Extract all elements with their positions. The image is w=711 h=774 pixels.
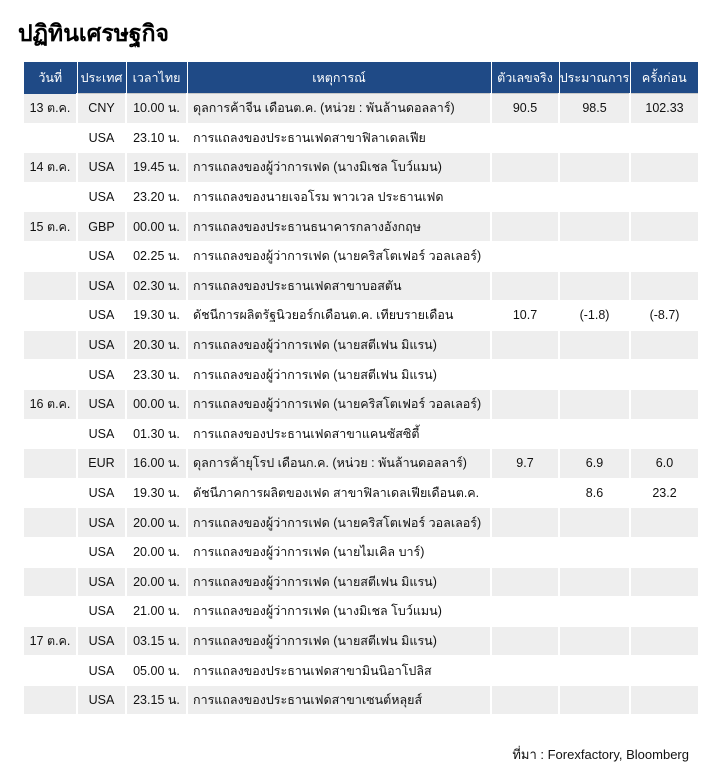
cell-actual xyxy=(491,123,559,153)
cell-forecast xyxy=(559,389,630,419)
cell-date xyxy=(24,449,77,479)
cell-actual xyxy=(491,241,559,271)
cell-previous xyxy=(630,182,698,212)
table-row xyxy=(24,567,698,597)
cell-actual xyxy=(491,478,559,508)
cell-date xyxy=(24,330,77,360)
cell-time: 20.00 น. xyxy=(126,508,187,538)
cell-previous xyxy=(630,212,698,242)
cell-country: USA xyxy=(77,567,126,597)
cell-actual xyxy=(491,656,559,686)
cell-time: 20.30 น. xyxy=(126,330,187,360)
cell-event: การแถลงของผู้ว่าการเฟด (นายสตีเฟน มิแรน) xyxy=(187,330,491,360)
economic-calendar-table xyxy=(24,62,698,715)
cell-event: การแถลงของผู้ว่าการเฟด (นายคริสโตเฟอร์ วอลเลอร์) xyxy=(187,508,491,538)
table-row xyxy=(24,241,698,271)
cell-actual: 90.5 xyxy=(491,94,559,124)
cell-forecast xyxy=(559,212,630,242)
cell-time: 19.30 น. xyxy=(126,478,187,508)
table-row xyxy=(24,478,698,508)
cell-forecast xyxy=(559,567,630,597)
table-row xyxy=(24,301,698,331)
table-row xyxy=(24,271,698,301)
cell-forecast xyxy=(559,360,630,390)
cell-forecast: 98.5 xyxy=(559,94,630,124)
cell-time: 23.20 น. xyxy=(126,182,187,212)
cell-time: 00.00 น. xyxy=(126,212,187,242)
cell-country: USA xyxy=(77,419,126,449)
cell-date xyxy=(24,123,77,153)
cell-time: 23.30 น. xyxy=(126,360,187,390)
cell-time: 05.00 น. xyxy=(126,656,187,686)
cell-time: 20.00 น. xyxy=(126,567,187,597)
table-row xyxy=(24,123,698,153)
cell-time: 19.30 น. xyxy=(126,301,187,331)
cell-date xyxy=(24,508,77,538)
cell-previous xyxy=(630,389,698,419)
cell-time: 02.30 น. xyxy=(126,271,187,301)
cell-country: USA xyxy=(77,626,126,656)
cell-date xyxy=(24,271,77,301)
cell-previous: 102.33 xyxy=(630,94,698,124)
cell-date xyxy=(24,656,77,686)
cell-previous xyxy=(630,567,698,597)
cell-date xyxy=(24,478,77,508)
cell-event: การแถลงของผู้ว่าการเฟด (นายสตีเฟน มิแรน) xyxy=(187,626,491,656)
table-header-row xyxy=(24,62,698,94)
cell-previous xyxy=(630,271,698,301)
cell-event: ดุลการค้าจีน เดือนต.ค. (หน่วย : พันล้านดอลลาร์) xyxy=(187,94,491,124)
cell-date: 14 ต.ค. xyxy=(24,153,77,183)
cell-country: USA xyxy=(77,153,126,183)
cell-event: การแถลงของผู้ว่าการเฟด (นายสตีเฟน มิแรน) xyxy=(187,360,491,390)
table-row xyxy=(24,656,698,686)
table-row xyxy=(24,685,698,715)
table-row xyxy=(24,330,698,360)
cell-time: 20.00 น. xyxy=(126,537,187,567)
cell-event: การแถลงของผู้ว่าการเฟด (นายไมเคิล บาร์) xyxy=(187,537,491,567)
cell-previous xyxy=(630,360,698,390)
cell-country: USA xyxy=(77,360,126,390)
cell-previous xyxy=(630,537,698,567)
cell-event: การแถลงของประธานเฟดสาขาฟิลาเดลเฟีย xyxy=(187,123,491,153)
table-row xyxy=(24,597,698,627)
cell-country: USA xyxy=(77,301,126,331)
cell-forecast xyxy=(559,597,630,627)
cell-time: 16.00 น. xyxy=(126,449,187,479)
table-row xyxy=(24,537,698,567)
cell-country: USA xyxy=(77,389,126,419)
cell-time: 10.00 น. xyxy=(126,94,187,124)
column-header-forecast: ประมาณการ xyxy=(559,62,630,94)
page-title: ปฏิทินเศรษฐกิจ xyxy=(18,20,169,46)
column-header-actual: ตัวเลขจริง xyxy=(491,62,559,94)
cell-forecast xyxy=(559,153,630,183)
cell-event: การแถลงของผู้ว่าการเฟด (นางมิเชล โบว์แมน) xyxy=(187,597,491,627)
cell-actual xyxy=(491,419,559,449)
cell-date xyxy=(24,182,77,212)
column-header-country: ประเทศ xyxy=(77,62,126,94)
cell-actual xyxy=(491,508,559,538)
cell-country: USA xyxy=(77,123,126,153)
cell-previous xyxy=(630,626,698,656)
cell-event: การแถลงของประธานเฟดสาขามินนิอาโปลิส xyxy=(187,656,491,686)
cell-event: การแถลงของผู้ว่าการเฟด (นางมิเชล โบว์แมน) xyxy=(187,153,491,183)
column-header-thai-time: เวลาไทย xyxy=(126,62,187,94)
source-note: ที่มา : Forexfactory, Bloomberg xyxy=(512,747,689,762)
cell-forecast xyxy=(559,419,630,449)
cell-country: USA xyxy=(77,182,126,212)
cell-actual xyxy=(491,330,559,360)
cell-country: GBP xyxy=(77,212,126,242)
cell-time: 03.15 น. xyxy=(126,626,187,656)
cell-forecast: 8.6 xyxy=(559,478,630,508)
cell-date xyxy=(24,685,77,715)
cell-date: 16 ต.ค. xyxy=(24,389,77,419)
cell-forecast xyxy=(559,241,630,271)
cell-previous xyxy=(630,685,698,715)
table-row xyxy=(24,360,698,390)
cell-event: ดัชนีภาคการผลิตของเฟด สาขาฟิลาเดลเฟียเดือนต.ค. xyxy=(187,478,491,508)
cell-actual xyxy=(491,389,559,419)
cell-forecast xyxy=(559,182,630,212)
cell-event: การแถลงของผู้ว่าการเฟด (นายสตีเฟน มิแรน) xyxy=(187,567,491,597)
cell-previous xyxy=(630,330,698,360)
cell-date xyxy=(24,537,77,567)
cell-country: USA xyxy=(77,537,126,567)
cell-time: 01.30 น. xyxy=(126,419,187,449)
table-row xyxy=(24,626,698,656)
cell-forecast: 6.9 xyxy=(559,449,630,479)
cell-forecast xyxy=(559,685,630,715)
column-header-event: เหตุการณ์ xyxy=(187,62,491,94)
cell-country: USA xyxy=(77,656,126,686)
table-row xyxy=(24,182,698,212)
cell-country: USA xyxy=(77,330,126,360)
cell-previous: 23.2 xyxy=(630,478,698,508)
cell-previous xyxy=(630,241,698,271)
table-row xyxy=(24,449,698,479)
cell-actual xyxy=(491,212,559,242)
cell-previous xyxy=(630,123,698,153)
table-row xyxy=(24,419,698,449)
cell-event: การแถลงของผู้ว่าการเฟด (นายคริสโตเฟอร์ วอลเลอร์) xyxy=(187,389,491,419)
cell-actual xyxy=(491,685,559,715)
cell-time: 23.10 น. xyxy=(126,123,187,153)
cell-event: การแถลงของประธานธนาคารกลางอังกฤษ xyxy=(187,212,491,242)
cell-country: USA xyxy=(77,271,126,301)
column-header-date: วันที่ xyxy=(24,62,77,94)
cell-time: 00.00 น. xyxy=(126,389,187,419)
cell-forecast xyxy=(559,508,630,538)
cell-actual xyxy=(491,537,559,567)
table-row xyxy=(24,153,698,183)
cell-country: EUR xyxy=(77,449,126,479)
cell-forecast xyxy=(559,656,630,686)
cell-country: USA xyxy=(77,241,126,271)
cell-time: 21.00 น. xyxy=(126,597,187,627)
table-row xyxy=(24,212,698,242)
cell-date: 13 ต.ค. xyxy=(24,94,77,124)
cell-actual xyxy=(491,567,559,597)
cell-forecast xyxy=(559,537,630,567)
cell-previous xyxy=(630,153,698,183)
cell-event: การแถลงของประธานเฟดสาขาแคนซัสซิตี้ xyxy=(187,419,491,449)
table-body xyxy=(24,94,698,715)
column-header-previous: ครั้งก่อน xyxy=(630,62,698,94)
cell-event: ดุลการค้ายุโรป เดือนก.ค. (หน่วย : พันล้านดอลลาร์) xyxy=(187,449,491,479)
cell-actual xyxy=(491,271,559,301)
cell-actual xyxy=(491,597,559,627)
cell-country: CNY xyxy=(77,94,126,124)
cell-previous: (-8.7) xyxy=(630,301,698,331)
cell-event: ดัชนีการผลิตรัฐนิวยอร์กเดือนต.ค. เทียบรายเดือน xyxy=(187,301,491,331)
cell-country: USA xyxy=(77,508,126,538)
cell-date xyxy=(24,301,77,331)
cell-country: USA xyxy=(77,478,126,508)
cell-country: USA xyxy=(77,685,126,715)
cell-actual: 10.7 xyxy=(491,301,559,331)
cell-previous xyxy=(630,419,698,449)
cell-event: การแถลงของประธานเฟดสาขาเซนต์หลุยส์ xyxy=(187,685,491,715)
cell-date xyxy=(24,597,77,627)
table-row xyxy=(24,94,698,124)
cell-previous: 6.0 xyxy=(630,449,698,479)
cell-actual xyxy=(491,626,559,656)
cell-forecast xyxy=(559,626,630,656)
cell-event: การแถลงของนายเจอโรม พาวเวล ประธานเฟด xyxy=(187,182,491,212)
cell-date xyxy=(24,419,77,449)
cell-previous xyxy=(630,656,698,686)
cell-actual: 9.7 xyxy=(491,449,559,479)
cell-time: 19.45 น. xyxy=(126,153,187,183)
cell-time: 02.25 น. xyxy=(126,241,187,271)
cell-actual xyxy=(491,182,559,212)
table-row xyxy=(24,508,698,538)
cell-forecast: (-1.8) xyxy=(559,301,630,331)
cell-date xyxy=(24,360,77,390)
cell-event: การแถลงของผู้ว่าการเฟด (นายคริสโตเฟอร์ วอลเลอร์) xyxy=(187,241,491,271)
cell-date xyxy=(24,241,77,271)
table-row xyxy=(24,389,698,419)
cell-actual xyxy=(491,360,559,390)
cell-previous xyxy=(630,597,698,627)
cell-forecast xyxy=(559,271,630,301)
cell-forecast xyxy=(559,123,630,153)
cell-date xyxy=(24,567,77,597)
cell-date: 17 ต.ค. xyxy=(24,626,77,656)
cell-event: การแถลงของประธานเฟดสาขาบอสตัน xyxy=(187,271,491,301)
cell-actual xyxy=(491,153,559,183)
cell-previous xyxy=(630,508,698,538)
cell-time: 23.15 น. xyxy=(126,685,187,715)
cell-date: 15 ต.ค. xyxy=(24,212,77,242)
cell-country: USA xyxy=(77,597,126,627)
cell-forecast xyxy=(559,330,630,360)
